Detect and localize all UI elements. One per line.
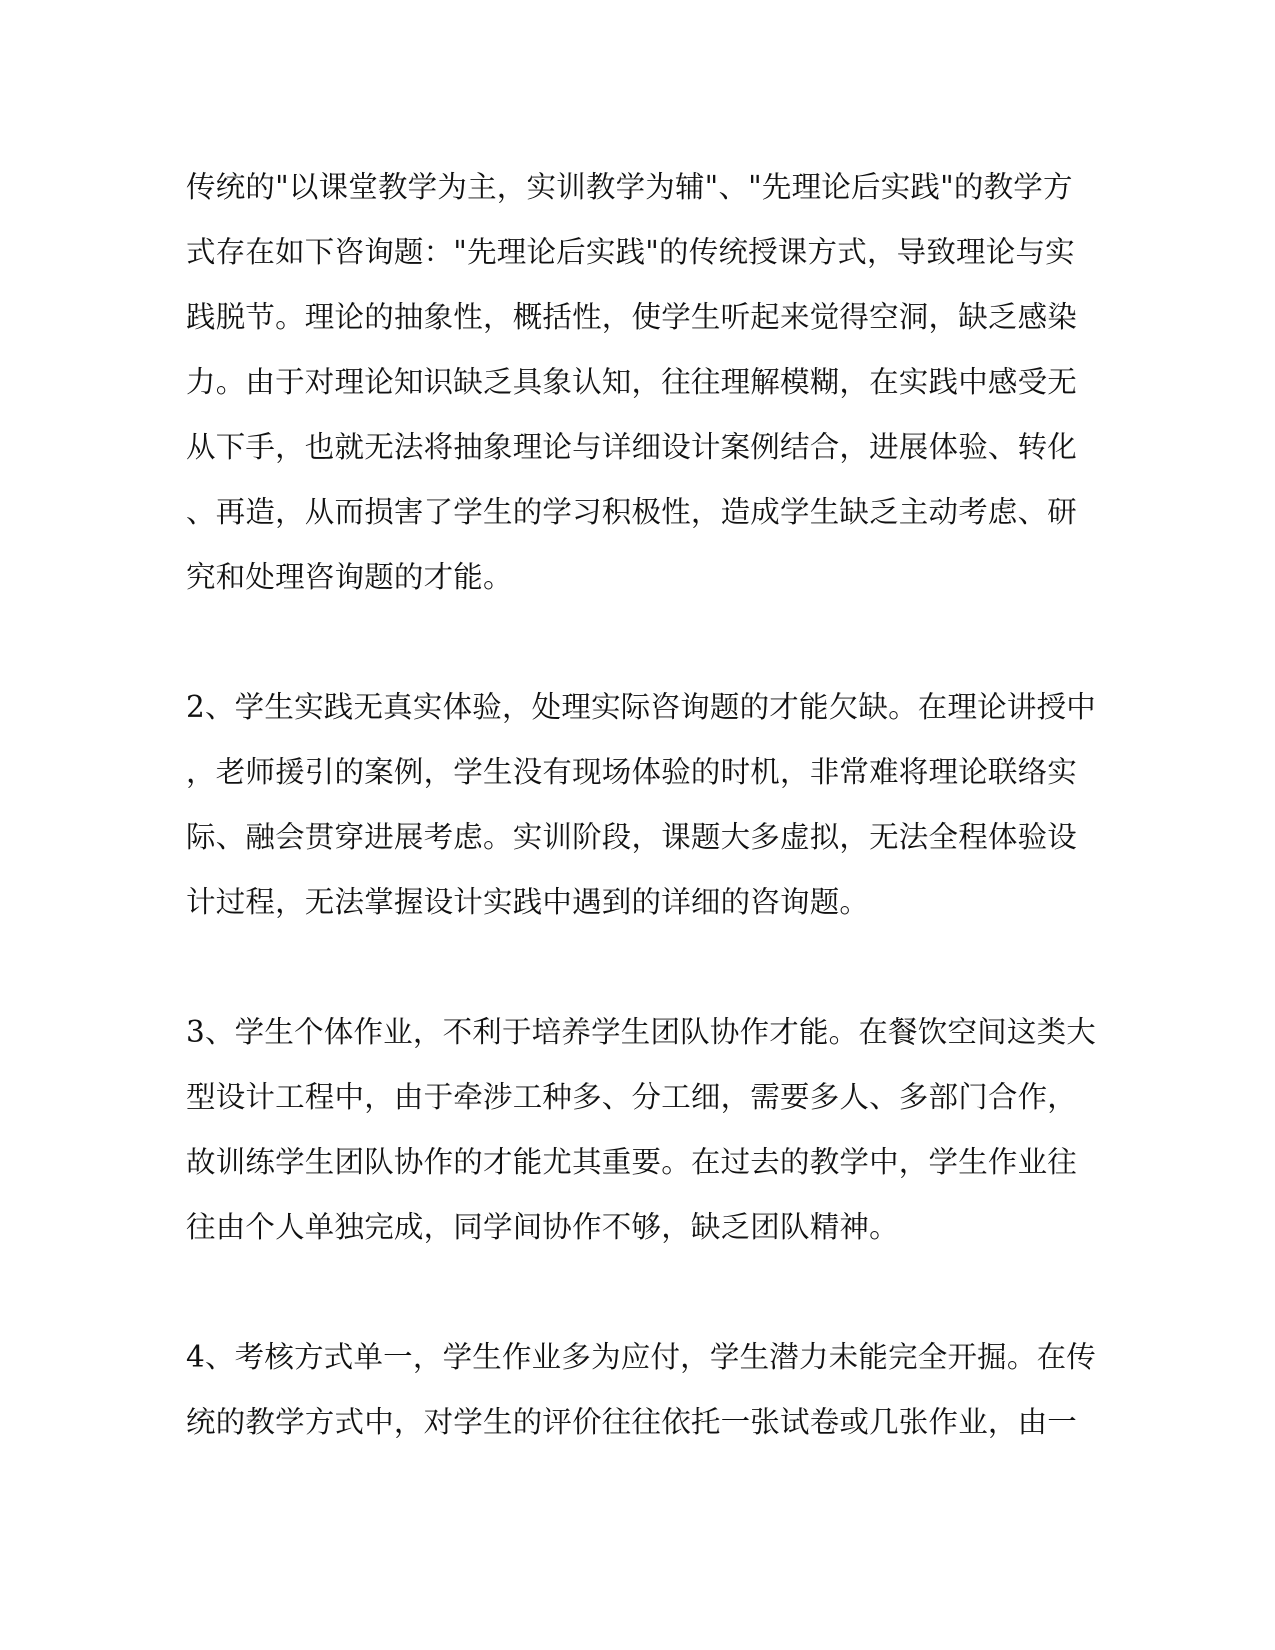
paragraph-3 (186, 1000, 1096, 1260)
text-line: 践脱节。理论的抽象性，概括性，使学生听起来觉得空洞，缺乏感染 (186, 300, 1078, 334)
text-line: 型设计工程中，由于牵涉工种多、分工细，需要多人、多部门合作， (186, 1080, 1078, 1114)
text-line: 往由个人单独完成，同学间协作不够，缺乏团队精神。 (186, 1210, 899, 1244)
text-line: 2、学生实践无真实体验，处理实际咨询题的才能欠缺。在理论讲授中 (186, 690, 1096, 724)
text-line: 究和处理咨询题的才能。 (186, 560, 513, 594)
text-line: ，老师援引的案例，学生没有现场体验的时机，非常难将理论联络实 (186, 755, 1078, 789)
text-line: 从下手，也就无法将抽象理论与详细设计案例结合，进展体验、转化 (186, 430, 1078, 464)
paragraph-1 (186, 155, 1086, 610)
text-line: 传统的"以课堂教学为主，实训教学为辅"、"先理论后实践"的教学方 (186, 170, 1073, 204)
text-line: 3、学生个体作业，不利于培养学生团队协作才能。在餐饮空间这类大 (186, 1015, 1096, 1049)
paragraph-2 (186, 675, 1096, 935)
paragraph-4 (186, 1325, 1096, 1455)
text-line: 4、考核方式单一，学生作业多为应付，学生潜力未能完全开掘。在传 (186, 1340, 1096, 1374)
text-line: 式存在如下咨询题："先理论后实践"的传统授课方式，导致理论与实 (186, 235, 1075, 269)
text-line: 力。由于对理论知识缺乏具象认知，往往理解模糊，在实践中感受无 (186, 365, 1078, 399)
text-line: 故训练学生团队协作的才能尤其重要。在过去的教学中，学生作业往 (186, 1145, 1078, 1179)
text-line: 计过程，无法掌握设计实践中遇到的详细的咨询题。 (186, 885, 870, 919)
text-line: 统的教学方式中，对学生的评价往往依托一张试卷或几张作业，由一 (186, 1405, 1078, 1439)
text-line: 、再造，从而损害了学生的学习积极性，造成学生缺乏主动考虑、研 (186, 495, 1078, 529)
text-line: 际、融会贯穿进展考虑。实训阶段，课题大多虚拟，无法全程体验设 (186, 820, 1078, 854)
document-body (186, 155, 1096, 1455)
